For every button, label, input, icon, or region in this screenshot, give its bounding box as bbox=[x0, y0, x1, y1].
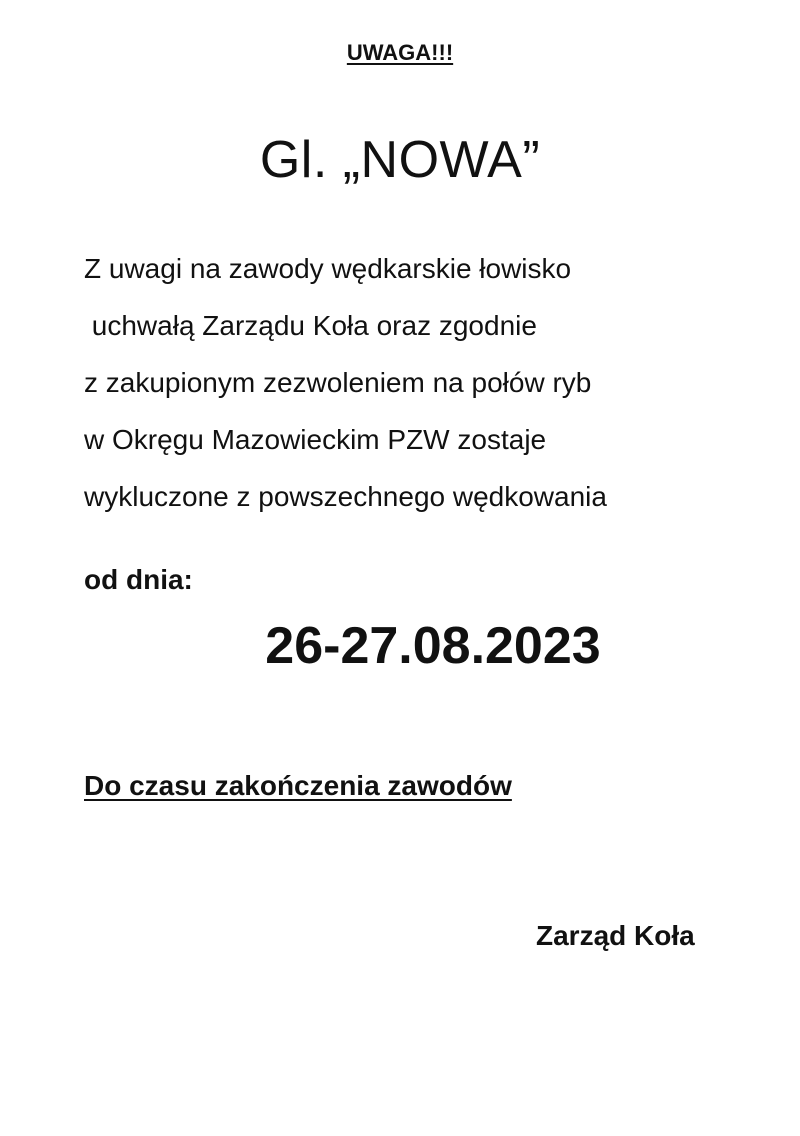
notice-header: UWAGA!!! bbox=[346, 40, 454, 65]
signature: Zarząd Koła bbox=[536, 920, 695, 951]
notice-body bbox=[84, 240, 784, 525]
body-line: uchwałą Zarządu Koła oraz zgodnie bbox=[84, 310, 537, 341]
until-note: Do czasu zakończenia zawodów bbox=[84, 770, 512, 801]
from-date-label: od dnia: bbox=[84, 564, 193, 595]
body-line: wykluczone z powszechnego wędkowania bbox=[84, 481, 607, 512]
fishery-name: Gl. „NOWA” bbox=[259, 131, 541, 189]
body-line: Z uwagi na zawody wędkarskie łowisko bbox=[84, 253, 572, 284]
date-range: 26-27.08.2023 bbox=[265, 617, 601, 675]
body-line: w Okręgu Mazowieckim PZW zostaje bbox=[84, 424, 547, 455]
body-line: z zakupionym zezwoleniem na połów ryb bbox=[84, 367, 592, 398]
